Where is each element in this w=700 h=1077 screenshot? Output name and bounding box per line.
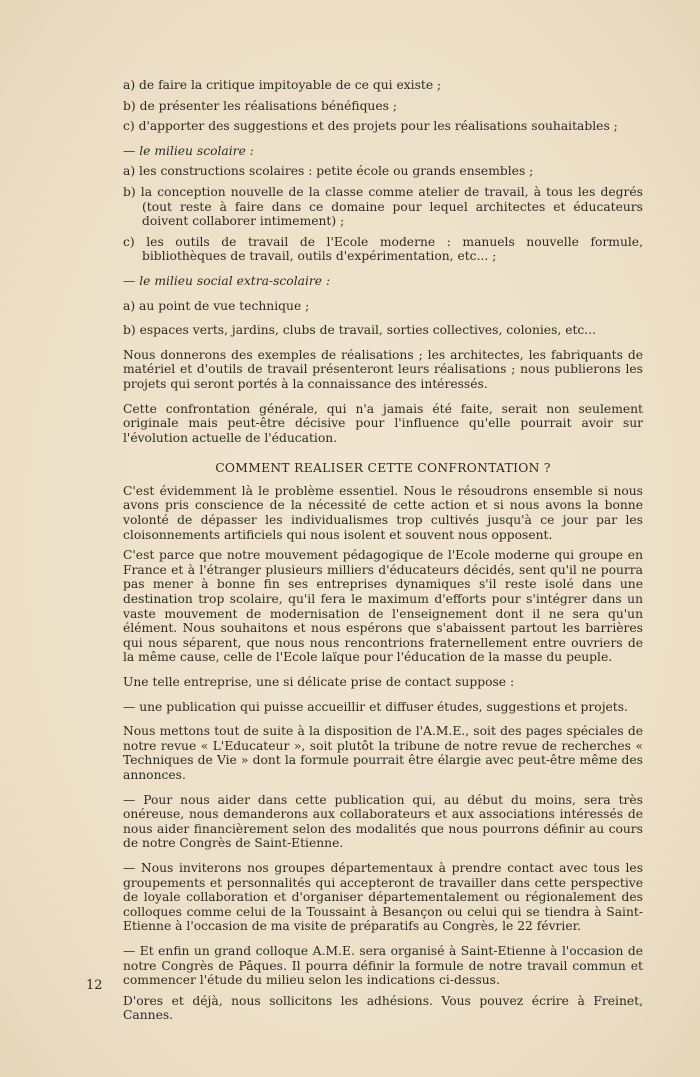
scolaire-item-c: c) les outils de travail de l'Ecole moderne : manuels nouvelle formule, bibliothèques de travail, outils d'expérimentation, etc... ; — [123, 234, 643, 264]
paragraph-mouvement: C'est parce que notre mouvement pédagogique de l'Ecole moderne qui groupe en France et à l'étranger plusieurs milliers d'éducateurs décidés, sent qu'il ne pourra pas mener à bonne fin ses entreprises dynamiques s'il reste isolé dans une destination trop scolaire, qu'il fera le maximum d'efforts pour s'intégrer dans un vaste mouvement de modernisation de l'enseignement dont il ne sera qu'un élément. Nous souhaitons et nous espérons que s'abaissent partout les barrières qui nous séparent, que nous nous rencontrions fraternellement entre ouvriers de la même cause, celle de l'Ecole laïque pour l'éducation de la masse du peuple. — [123, 548, 643, 665]
paragraph-groupes: — Nous inviterons nos groupes départementaux à prendre contact avec tous les groupements et personnalités qui accepteront de travailler dans cette perspective de loyale collaboration et d'organiser départementalement ou régionalement des colloques comme celui de la Toussaint à Besançon ou celui qui se tiendra à Saint-Etienne à l'occasion de ma visite de préparatifs au Congrès, le 22 février. — [123, 860, 643, 934]
list-item-b: b) de présenter les réalisations bénéfiques ; — [123, 98, 397, 113]
social-item-b: b) espaces verts, jardins, clubs de travail, sorties collectives, colonies, etc... — [123, 323, 597, 338]
paragraph-confrontation: Cette confrontation générale, qui n'a jamais été faite, serait non seulement originale mais peut-être décisive pour l'influence qu'elle pourrait avoir sur l'évolution actuelle de l'éducation. — [123, 401, 643, 445]
section-heading: COMMENT REALISER CETTE CONFRONTATION ? — [215, 461, 551, 476]
scolaire-item-b: b) la conception nouvelle de la classe comme atelier de travail, à tous les degrés (tout reste à faire dans ce domaine pour lequel architectes et éducateurs doivent collaborer intimement) ; — [123, 184, 643, 229]
paragraph-adhesions: D'ores et déjà, nous sollicitons les adhésions. Vous pouvez écrire à Freinet, Cannes. — [123, 993, 643, 1023]
scolaire-item-a: a) les constructions scolaires : petite école ou grands ensembles ; — [123, 164, 534, 179]
paragraph-exemples: Nous donnerons des exemples de réalisations ; les architectes, les fabriquants de matériel et d'outils de travail présenteront leurs réalisations ; nous publierons les projets qui seront portés à la connaissance des intéressés. — [123, 347, 643, 391]
document-body — [123, 78, 643, 1023]
paragraph-probleme: C'est évidemment là le problème essentiel. Nous le résoudrons ensemble si nous avons pris conscience de la nécessité de cette action et si nous avons la bonne volonté de dépasser les individualismes trop cultivés jusqu'à ce jour par les cloisonnements artificiels qui nous isolent et souvent nous opposent. — [123, 483, 643, 542]
page-number: 12 — [86, 978, 103, 993]
paragraph-entreprise: Une telle entreprise, une si délicate prise de contact suppose : — [123, 675, 515, 689]
section-milieu-scolaire: — le milieu scolaire : — [123, 143, 254, 158]
paragraph-disposition: Nous mettons tout de suite à la disposition de l'A.M.E., soit des pages spéciales de notre revue « L'Educateur », soit plutôt la tribune de notre revue de recherches « Techniques de Vie » dont la formule pourrait être élargie avec peut-être même des annonces. — [123, 724, 643, 782]
paragraph-publication: — une publication qui puisse accueillir et diffuser études, suggestions et projets. — [123, 699, 628, 714]
list-item-a: a) de faire la critique impitoyable de ce qui existe ; — [123, 78, 442, 92]
paragraph-colloque: — Et enfin un grand colloque A.M.E. sera organisé à Saint-Etienne à l'occasion de notre Congrès de Pâques. Il pourra définir la formule de notre travail commun et commencer l'étude du milieu selon les indications ci-dessus. — [123, 943, 643, 988]
section-milieu-social: — le milieu social extra-scolaire : — [123, 273, 331, 288]
paragraph-aide: — Pour nous aider dans cette publication qui, au début du moins, sera très onéreuse, nous demanderons aux collaborateurs et aux associations intéressés de nous aider financièrement selon des modalités que nous pourrons définir au cours de notre Congrès de Saint-Etienne. — [123, 792, 643, 851]
social-item-a: a) au point de vue technique ; — [123, 298, 310, 313]
list-item-c: c) d'apporter des suggestions et des projets pour les réalisations souhaitables ; — [123, 119, 618, 134]
